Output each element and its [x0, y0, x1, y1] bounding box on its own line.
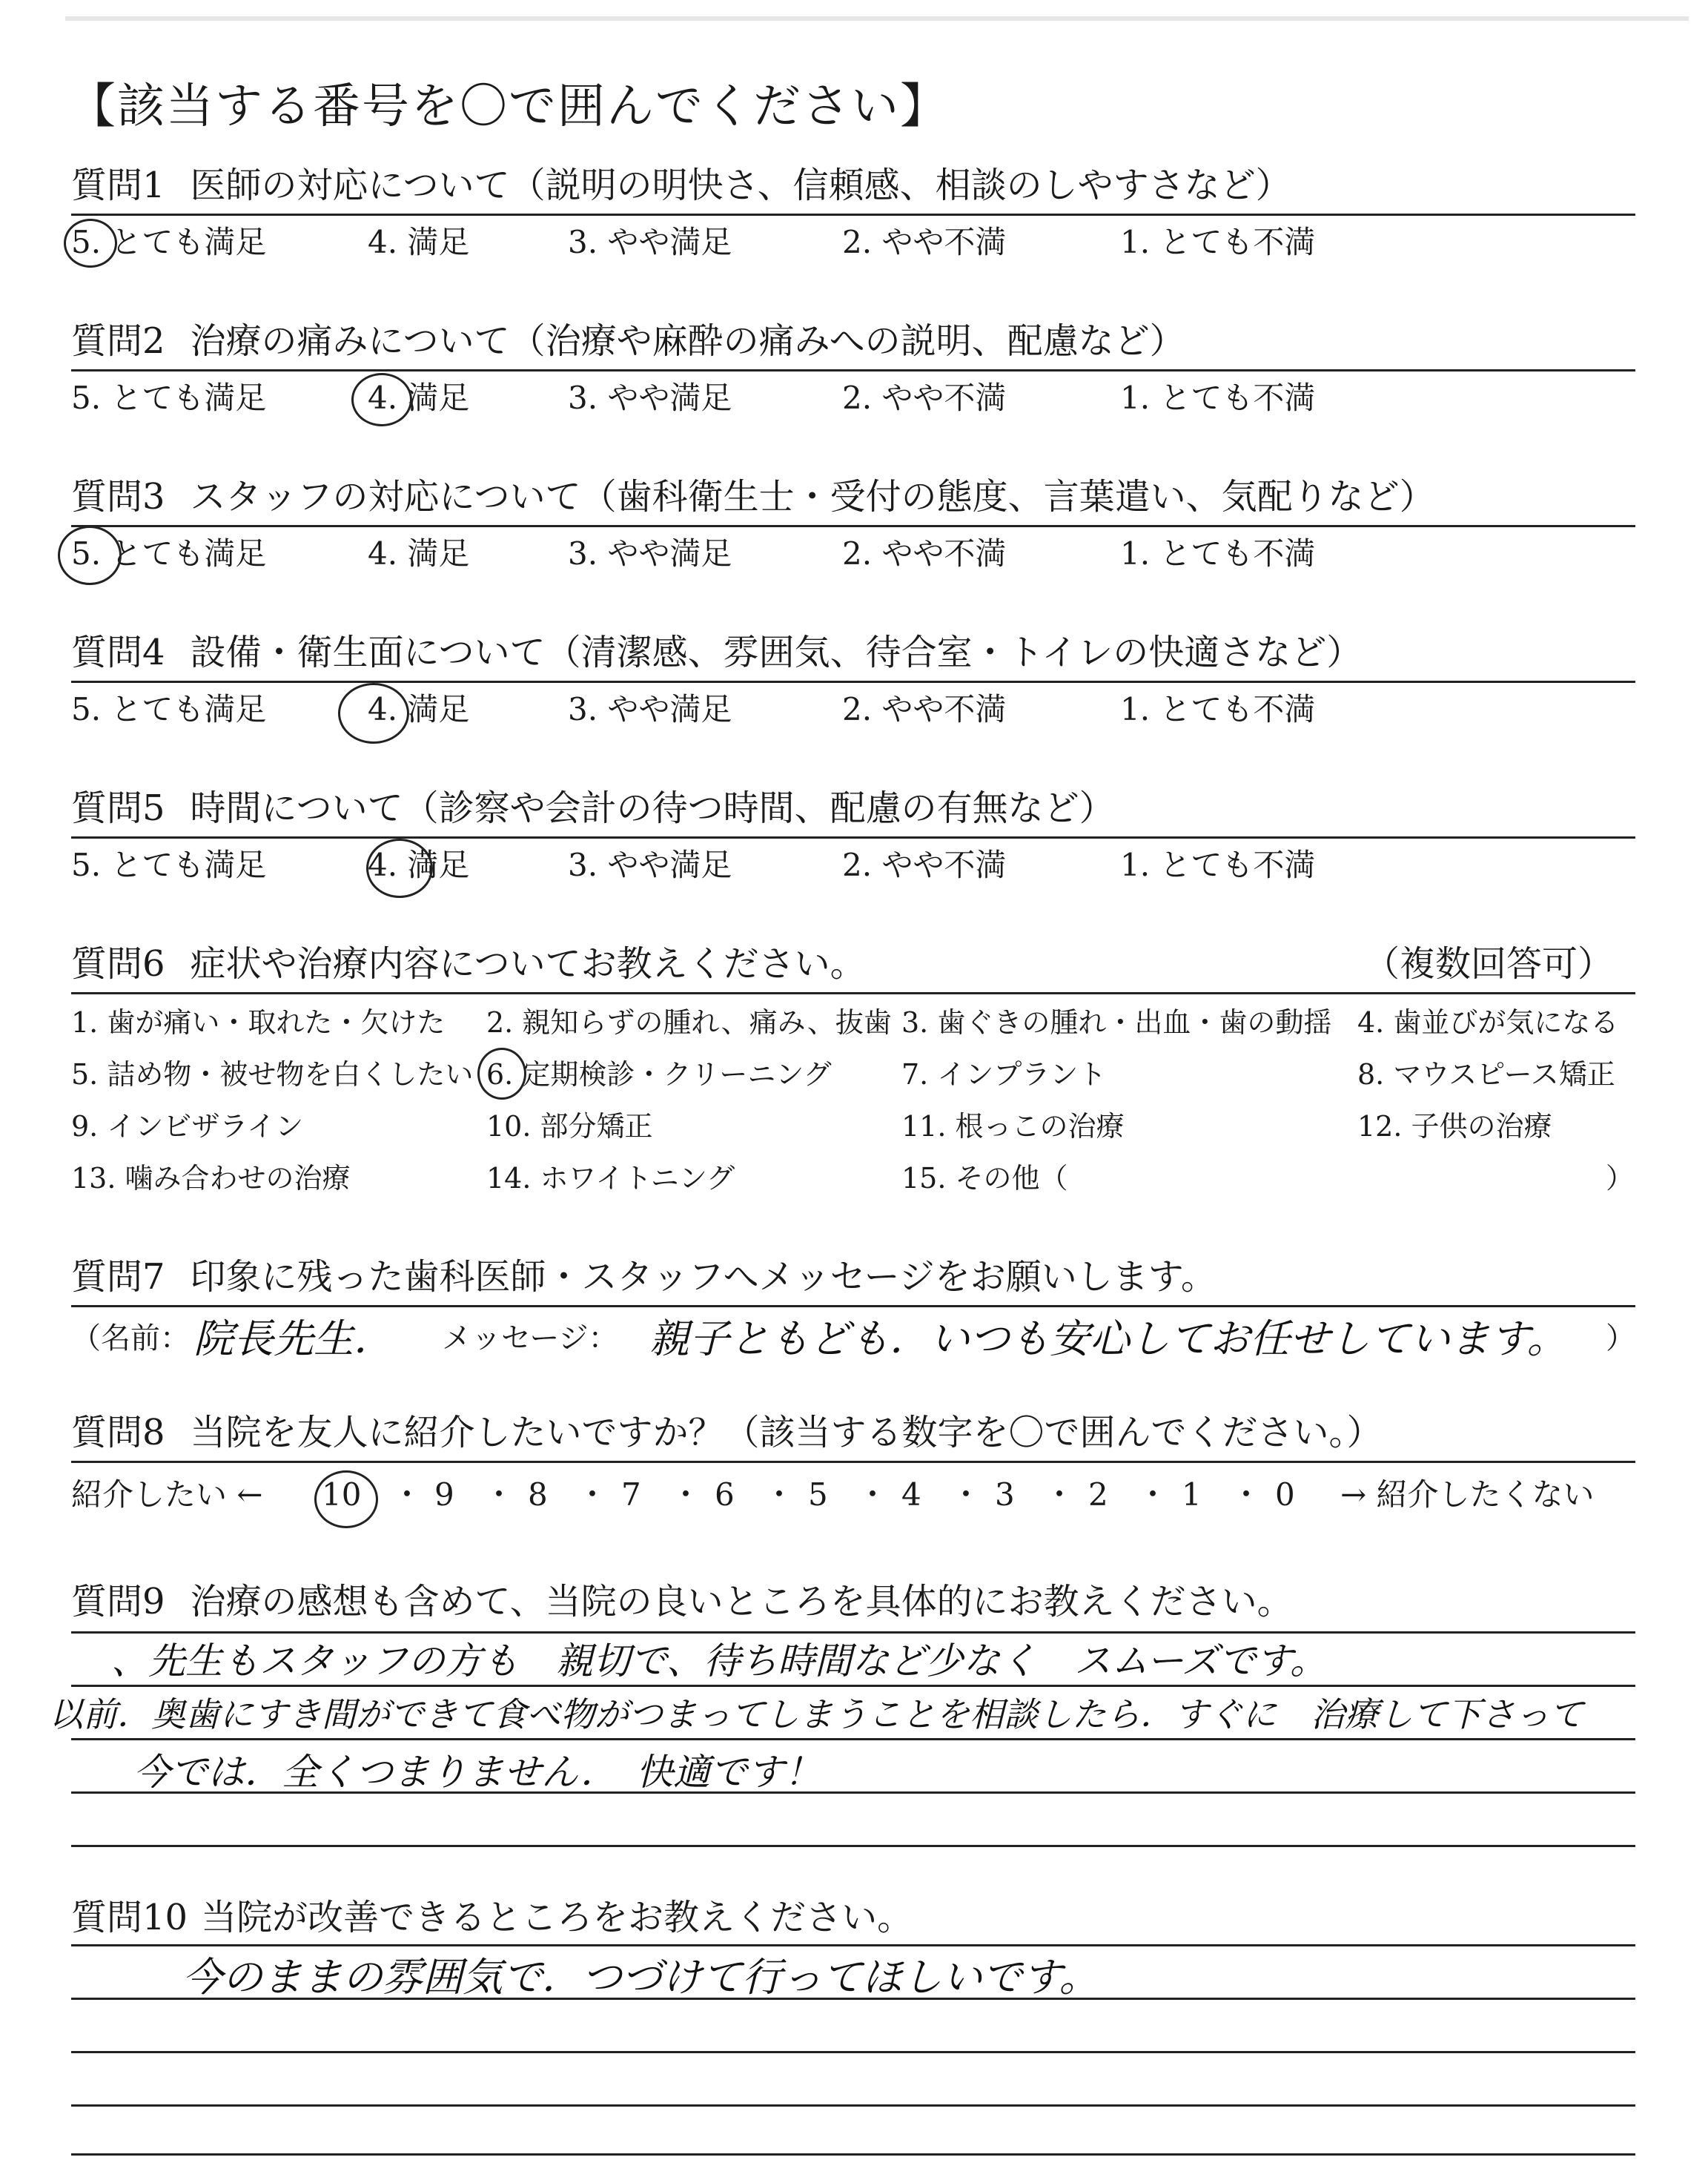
question-3 — [71, 473, 1635, 576]
rating-option-4[interactable]: 4. 満足 — [368, 224, 470, 260]
multiple-answers-note: （複数回答可） — [1363, 943, 1613, 985]
answer-line — [71, 2051, 1635, 2053]
selection-circle — [366, 839, 433, 898]
question-number: 質問5 — [71, 787, 165, 829]
selection-circle — [477, 1048, 526, 1100]
treatment-option[interactable]: 10. 部分矯正 — [486, 1110, 653, 1143]
rating-options — [71, 376, 1635, 420]
treatment-option[interactable]: 2. 親知らずの腫れ、痛み、抜歯 — [486, 1006, 892, 1039]
rating-option-3[interactable]: 3. やや満足 — [568, 535, 732, 572]
question-number: 質問10 — [71, 1897, 188, 1938]
question-title: 治療の痛みについて（治療や麻酔の痛みへの説明、配慮など） — [190, 320, 1185, 362]
scale-left-label: 紹介したい ← — [71, 1476, 263, 1513]
answer-line — [71, 1738, 1635, 1740]
message-label: メッセージ： — [442, 1321, 618, 1355]
scale-value-8[interactable]: 8 — [528, 1476, 548, 1513]
treatment-option[interactable]: 11. 根っこの治療 — [901, 1110, 1125, 1143]
question-rule — [71, 525, 1635, 527]
treatment-option[interactable]: 8. マウスピース矯正 — [1357, 1058, 1615, 1091]
rating-option-4[interactable]: 4. 満足 — [368, 380, 470, 416]
rating-option-3[interactable]: 3. やや満足 — [568, 224, 732, 260]
rating-option-2[interactable]: 2. やや不満 — [842, 535, 1007, 572]
treatment-option[interactable]: 4. 歯並びが気になる — [1357, 1006, 1619, 1039]
question-number: 質問2 — [71, 320, 165, 362]
treatment-option[interactable]: 15. その他（ — [901, 1162, 1068, 1195]
question-10 — [71, 1894, 1635, 1941]
rating-option-2[interactable]: 2. やや不満 — [842, 224, 1007, 260]
question-6 — [71, 940, 1635, 1223]
question-1 — [71, 162, 1635, 265]
scale-value-10[interactable]: 10 — [322, 1476, 362, 1513]
rating-option-3[interactable]: 3. やや満足 — [568, 380, 732, 416]
scale-value-4[interactable]: 4 — [901, 1476, 921, 1513]
answer-line — [71, 2153, 1635, 2156]
question-number: 質問7 — [71, 1256, 165, 1298]
rating-option-3[interactable]: 3. やや満足 — [568, 847, 732, 883]
answer-line — [71, 2104, 1635, 2107]
treatment-option[interactable]: 7. インプラント — [901, 1058, 1107, 1091]
rating-option-1[interactable]: 1. とても不満 — [1120, 380, 1316, 416]
question-8 — [71, 1409, 1635, 1521]
recommend-scale — [71, 1469, 1635, 1521]
q9-answer-line-2[interactable]: 以前．奥歯にすき間ができて食べ物がつまってしまうことを相談したら．すぐに 治療して下さって — [49, 1694, 1583, 1734]
question-number: 質問6 — [71, 943, 165, 985]
rating-option-3[interactable]: 3. やや満足 — [568, 691, 732, 727]
question-rule — [71, 214, 1635, 216]
scale-dot: ・ — [1137, 1476, 1169, 1513]
question-9 — [71, 1578, 1635, 1625]
question-rule — [71, 369, 1635, 371]
rating-option-4[interactable]: 4. 満足 — [368, 535, 470, 572]
question-rule — [71, 681, 1635, 683]
selection-circle — [58, 526, 122, 585]
rating-options — [71, 220, 1635, 265]
rating-option-2[interactable]: 2. やや不満 — [842, 691, 1007, 727]
scale-dot: ・ — [1231, 1476, 1262, 1513]
rating-option-5[interactable]: 5. とても満足 — [71, 691, 267, 727]
scale-dot: ・ — [391, 1476, 423, 1513]
scale-value-7[interactable]: 7 — [621, 1476, 641, 1513]
question-number: 質問1 — [71, 165, 165, 206]
q9-answer-line-1[interactable]: 、先生もスタッフの方も 親切で、待ち時間など少なく スムーズです。 — [111, 1639, 1327, 1682]
question-title: スタッフの対応について（歯科衛生士・受付の態度、言葉遣い、気配りなど） — [190, 476, 1435, 518]
other-close-paren: ） — [1606, 1162, 1635, 1195]
message-row — [71, 1307, 1635, 1367]
treatment-option[interactable]: 1. 歯が痛い・取れた・欠けた — [71, 1006, 446, 1039]
scale-dot: ・ — [764, 1476, 795, 1513]
answer-line — [71, 1845, 1635, 1847]
rating-option-5[interactable]: 5. とても満足 — [71, 380, 267, 416]
question-4 — [71, 629, 1635, 732]
rating-option-2[interactable]: 2. やや不満 — [842, 380, 1007, 416]
question-title: 当院を友人に紹介したいですか？（該当する数字を〇で囲んでください。） — [190, 1412, 1383, 1453]
question-title: 当院が改善できるところをお教えください。 — [201, 1897, 913, 1938]
question-title: 時間について（診察や会計の待つ時間、配慮の有無など） — [190, 787, 1115, 829]
question-number: 質問8 — [71, 1412, 165, 1453]
name-value[interactable]: 院長先生． — [193, 1315, 394, 1362]
name-label: （名前： — [71, 1321, 190, 1355]
message-close-paren: ） — [1606, 1321, 1635, 1355]
rating-option-2[interactable]: 2. やや不満 — [842, 847, 1007, 883]
question-rule — [71, 836, 1635, 839]
question-title: 症状や治療内容についてお教えください。 — [190, 943, 866, 985]
rating-option-4[interactable]: 4. 満足 — [368, 691, 470, 727]
selection-circle — [351, 373, 412, 426]
question-number: 質問9 — [71, 1581, 165, 1622]
question-number: 質問3 — [71, 476, 165, 518]
question-7 — [71, 1253, 1635, 1367]
scale-value-5[interactable]: 5 — [808, 1476, 828, 1513]
question-number: 質問4 — [71, 632, 165, 673]
treatment-option[interactable]: 6. 定期検診・クリーニング — [486, 1058, 832, 1091]
answer-line — [71, 1685, 1635, 1687]
treatment-option[interactable]: 5. 詰め物・被せ物を白くしたい — [71, 1058, 474, 1091]
treatment-option[interactable]: 9. インビザライン — [71, 1110, 304, 1143]
scale-value-3[interactable]: 3 — [995, 1476, 1015, 1513]
selection-circle — [338, 683, 409, 744]
scale-value-2[interactable]: 2 — [1088, 1476, 1108, 1513]
message-value[interactable]: 親子ともども．いつも安心してお任せしています。 — [649, 1315, 1567, 1362]
scale-value-0[interactable]: 0 — [1275, 1476, 1295, 1513]
rating-option-5[interactable]: 5. とても満足 — [71, 847, 267, 883]
question-2 — [71, 317, 1635, 420]
rating-option-5[interactable]: 5. とても満足 — [71, 224, 267, 260]
scale-value-6[interactable]: 6 — [715, 1476, 735, 1513]
rating-option-1[interactable]: 1. とても不満 — [1120, 535, 1316, 572]
scale-dot: ・ — [577, 1476, 609, 1513]
question-title: 印象に残った歯科医師・スタッフへメッセージをお願いします。 — [190, 1256, 1217, 1298]
top-border — [65, 16, 1689, 21]
rating-options — [71, 532, 1635, 576]
question-5 — [71, 785, 1635, 888]
q10-answer-line-1[interactable]: 今のままの雰囲気で．つづけて行ってほしいです。 — [182, 1954, 1099, 2001]
rating-option-4[interactable]: 4. 満足 — [368, 847, 470, 883]
scale-dot: ・ — [670, 1476, 702, 1513]
rating-option-1[interactable]: 1. とても不満 — [1120, 224, 1316, 260]
q9-answer-line-3[interactable]: 今では．全くつまりません． 快適です！ — [133, 1751, 821, 1794]
question-title: 設備・衛生面について（清潔感、雰囲気、待合室・トイレの快適さなど） — [190, 632, 1363, 673]
rating-option-1[interactable]: 1. とても不満 — [1120, 691, 1316, 727]
rating-options — [71, 843, 1635, 888]
scale-dot: ・ — [1044, 1476, 1076, 1513]
treatment-option[interactable]: 14. ホワイトニング — [486, 1162, 735, 1195]
rating-option-1[interactable]: 1. とても不満 — [1120, 847, 1316, 883]
question-rule — [71, 992, 1635, 994]
treatment-options — [71, 1000, 1635, 1223]
scale-value-1[interactable]: 1 — [1182, 1476, 1202, 1513]
selection-circle — [314, 1470, 378, 1528]
rating-options — [71, 687, 1635, 732]
treatment-option[interactable]: 12. 子供の治療 — [1357, 1110, 1552, 1143]
scale-dot: ・ — [857, 1476, 889, 1513]
scale-value-9[interactable]: 9 — [434, 1476, 454, 1513]
question-title: 治療の感想も含めて、当院の良いところを具体的にお教えください。 — [190, 1581, 1293, 1622]
treatment-option[interactable]: 3. 歯ぐきの腫れ・出血・歯の動揺 — [901, 1006, 1332, 1039]
selection-circle — [64, 219, 117, 268]
rating-option-5[interactable]: 5. とても満足 — [71, 535, 267, 572]
scale-right-label: → 紹介したくない — [1340, 1476, 1595, 1513]
question-rule — [71, 1461, 1635, 1463]
treatment-option[interactable]: 13. 噛み合わせの治療 — [71, 1162, 351, 1195]
question-title: 医師の対応について（説明の明快さ、信頼感、相談のしやすさなど） — [190, 165, 1291, 206]
scale-dot: ・ — [950, 1476, 982, 1513]
page-heading: 【該当する番号を〇で囲んでください】 — [68, 79, 949, 134]
scale-dot: ・ — [483, 1476, 515, 1513]
